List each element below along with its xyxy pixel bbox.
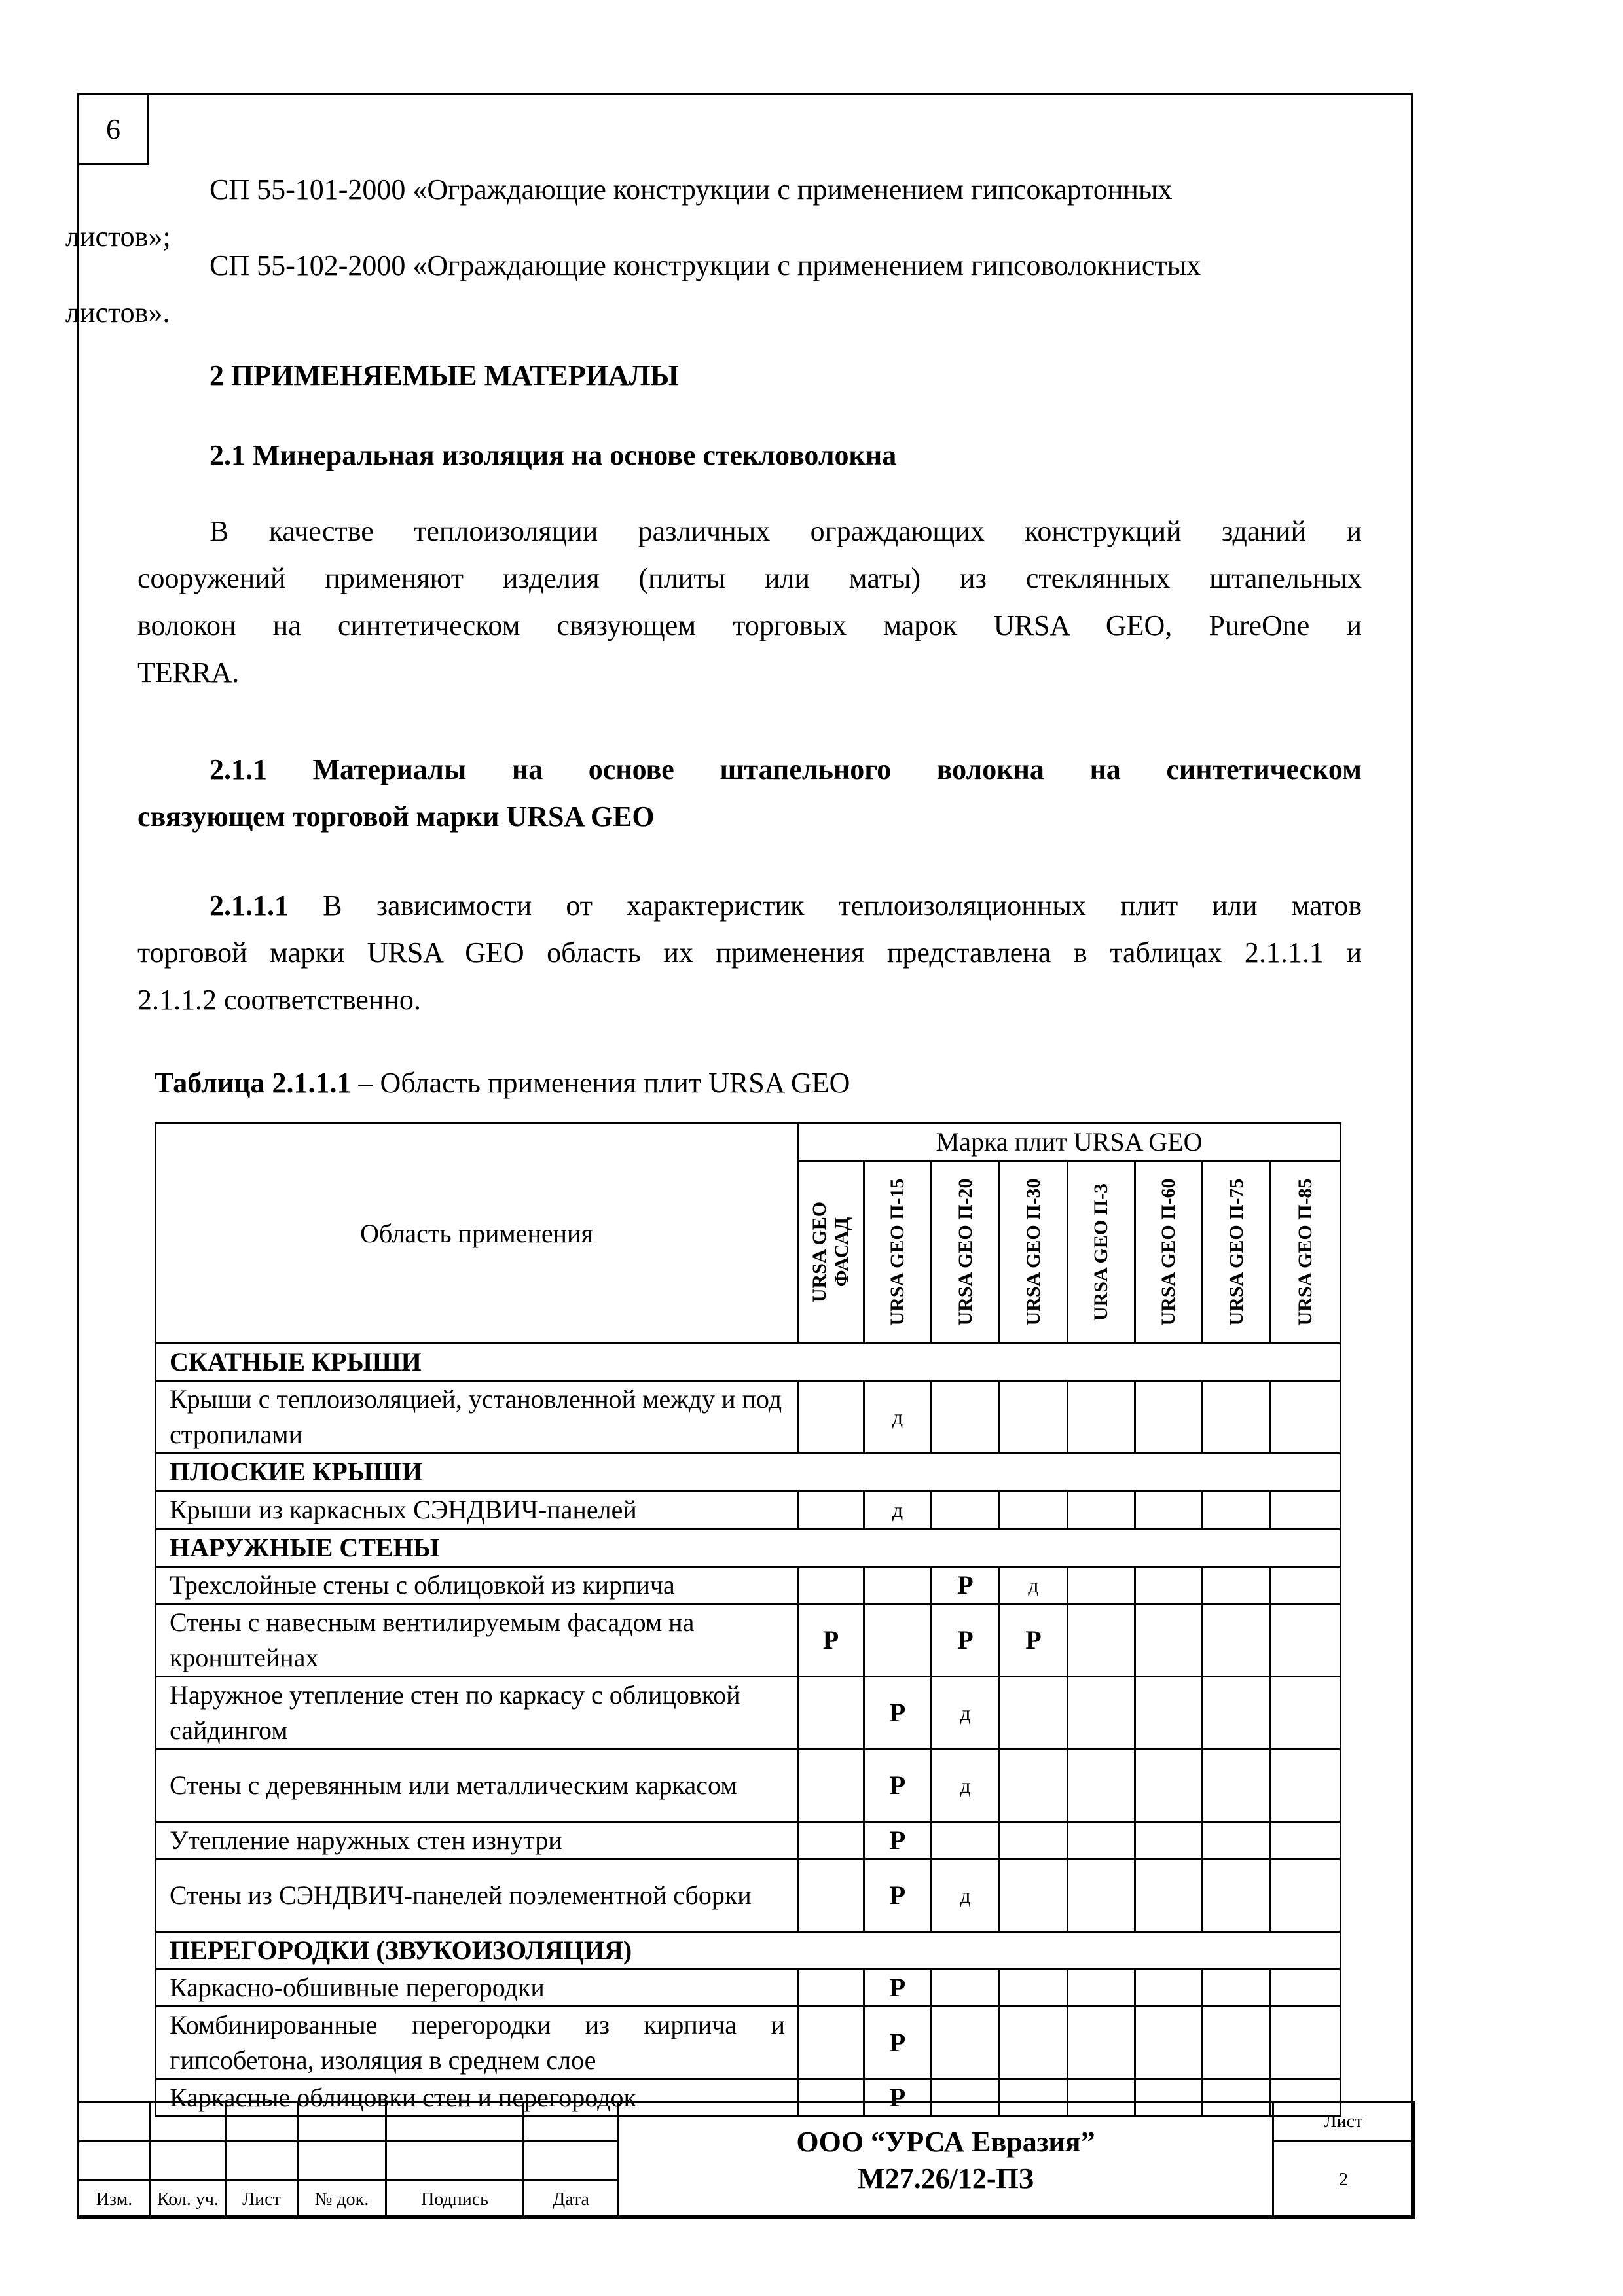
row-label: Крыши из каркасных СЭНДВИЧ-панелей (156, 1491, 798, 1530)
column-header: URSA GEO П-85 (1271, 1161, 1341, 1344)
sheet-label: Лист (1273, 2102, 1414, 2142)
cell (1135, 1969, 1203, 2007)
cell (1135, 1491, 1203, 1530)
stamp-cell (386, 2102, 524, 2142)
stamp-list: Лист (226, 2181, 298, 2219)
cell (1068, 1491, 1135, 1530)
stamp-doc: № док. (298, 2181, 386, 2219)
cell (798, 1491, 864, 1530)
paragraph-line: сооружений применяют изделия (плиты или маты) из стеклянных штапельных (137, 562, 1362, 594)
organization-block (619, 2102, 1273, 2219)
document-code: М27.26/12-ПЗ (858, 2162, 1034, 2195)
cell (1000, 1822, 1068, 1859)
cell (1203, 1381, 1271, 1454)
row-label: Каркасные облицовки стен и перегородок (156, 2079, 798, 2117)
cell (1000, 1677, 1068, 1749)
paragraph-sp-55-101: СП 55-101-2000 «Ограждающие конструкции с применением гипсокартонных листов»; (65, 173, 1173, 253)
cell (1203, 1567, 1271, 1604)
section-row: ПЛОСКИЕ КРЫШИ (156, 1454, 1341, 1491)
stamp-cell (226, 2142, 298, 2181)
cell (1135, 1859, 1203, 1932)
cell-mark: Р (864, 1859, 932, 1932)
cell (798, 1859, 864, 1932)
cell-mark: д (864, 1381, 932, 1454)
row-label: Трехслойные стены с облицовкой из кирпича (156, 1567, 798, 1604)
cell (1068, 1969, 1135, 2007)
cell-mark: Р (864, 1969, 932, 2007)
cell (1203, 1677, 1271, 1749)
cell (1135, 2007, 1203, 2079)
cell (1203, 1859, 1271, 1932)
cell (932, 1381, 1000, 1454)
cell (1068, 1859, 1135, 1932)
application-table (155, 1122, 1341, 2117)
cell (1203, 1491, 1271, 1530)
cell (1203, 1604, 1271, 1677)
stamp-cell (524, 2102, 619, 2142)
paragraph-line: В качестве теплоизоляции различных ограждающих конструкций зданий и (210, 515, 1362, 547)
stamp-sign: Подпись (386, 2181, 524, 2219)
table-row (156, 1677, 1341, 1749)
area-header: Область применения (156, 1124, 798, 1344)
paragraph-line: 2.1.1.1 В зависимости от характеристик теплоизоляционных плит или матов (210, 889, 1362, 922)
paragraph-line: TERRA. (137, 656, 240, 689)
cell (798, 1677, 864, 1749)
section-row: СКАТНЫЕ КРЫШИ (156, 1344, 1341, 1381)
cell (1000, 1491, 1068, 1530)
cell (798, 1381, 864, 1454)
cell-mark: д (932, 1749, 1000, 1822)
row-label: Комбинированные перегородки из кирпича и гипсобетона, изоляция в среднем слое (156, 2007, 798, 2079)
cell (1271, 1749, 1341, 1822)
cell (1135, 1749, 1203, 1822)
stamp-cell (298, 2142, 386, 2181)
table-row (156, 1381, 1341, 1454)
cell (1271, 1567, 1341, 1604)
table-row (156, 1604, 1341, 1677)
column-header: URSA GEO П-30 (1000, 1161, 1068, 1344)
cell (1068, 1381, 1135, 1454)
cell (932, 1969, 1000, 2007)
cell (1271, 1969, 1341, 2007)
stamp-cell (79, 2142, 151, 2181)
cell (1068, 1749, 1135, 1822)
cell (1000, 1749, 1068, 1822)
cell (1000, 1859, 1068, 1932)
cell-mark: Р (798, 1604, 864, 1677)
stamp-date: Дата (524, 2181, 619, 2219)
cell-mark: д (932, 1859, 1000, 1932)
cell (932, 1491, 1000, 1530)
section-heading-2-1: 2.1 Минеральная изоляция на основе стекловолокна (210, 439, 897, 471)
column-header: URSA GEO П-60 (1135, 1161, 1203, 1344)
heading-line: 2.1.1 Материалы на основе штапельного волокна на синтетическом (210, 753, 1362, 785)
table-row (156, 1822, 1341, 1859)
column-header: URSA GEO П-20 (932, 1161, 1000, 1344)
cell (1068, 2007, 1135, 2079)
cell (1203, 1822, 1271, 1859)
row-label: Каркасно-обшивные перегородки (156, 1969, 798, 2007)
stamp-cell (386, 2142, 524, 2181)
row-label: Наружное утепление стен по каркасу с облицовкой сайдингом (156, 1677, 798, 1749)
cell (1068, 1604, 1135, 1677)
cell-mark: Р (864, 2079, 932, 2117)
cell-mark: д (864, 1491, 932, 1530)
table-row (156, 1859, 1341, 1932)
table-row (156, 1491, 1341, 1530)
cell (1271, 1859, 1341, 1932)
paragraph-2-1-1-1 (137, 882, 1362, 1024)
cell (1271, 1491, 1341, 1530)
table-row (156, 2007, 1341, 2079)
paragraph-line: торговой марки URSA GEO область их применения представлена в таблицах 2.1.1.1 и (137, 937, 1362, 969)
cell (1068, 1677, 1135, 1749)
cell (798, 1567, 864, 1604)
cell (1271, 1822, 1341, 1859)
stamp-cell (298, 2102, 386, 2142)
section-row: ПЕРЕГОРОДКИ (ЗВУКОИЗОЛЯЦИЯ) (156, 1932, 1341, 1969)
table-caption: Таблица 2.1.1.1 – Область применения плит URSA GEO (155, 1067, 850, 1099)
column-header: URSA GEO П-3 (1068, 1161, 1135, 1344)
cell (798, 1822, 864, 1859)
cell (1203, 2007, 1271, 2079)
cell (1000, 1969, 1068, 2007)
cell-mark: Р (864, 1822, 932, 1859)
row-label: Утепление наружных стен изнутри (156, 1822, 798, 1859)
stamp-cell (79, 2102, 151, 2142)
section-heading-2: 2 ПРИМЕНЯЕМЫЕ МАТЕРИАЛЫ (210, 359, 679, 391)
stamp-cell (226, 2102, 298, 2142)
row-label: Стены с навесным вентилируемым фасадом на кронштейнах (156, 1604, 798, 1677)
table-row (156, 1969, 1341, 2007)
cell-mark: Р (864, 2007, 932, 2079)
cell (1203, 1969, 1271, 2007)
section-heading-2-1-1 (137, 746, 1362, 840)
cell-mark: Р (932, 1604, 1000, 1677)
row-label: Стены с деревянным или металлическим каркасом (156, 1749, 798, 1822)
cell (932, 1822, 1000, 1859)
stamp-cell (151, 2142, 226, 2181)
title-block (77, 2101, 1415, 2219)
cell (1271, 2007, 1341, 2079)
cell (1135, 1822, 1203, 1859)
section-row: НАРУЖНЫЕ СТЕНЫ (156, 1530, 1341, 1567)
cell (1135, 1381, 1203, 1454)
cell-mark: Р (932, 1567, 1000, 1604)
cell (798, 2007, 864, 2079)
organization-name: ООО “УРСА Евразия” (796, 2125, 1095, 2158)
cell (1000, 1381, 1068, 1454)
cell (1068, 1822, 1135, 1859)
cell (1271, 1604, 1341, 1677)
cell (798, 1969, 864, 2007)
cell (864, 1604, 932, 1677)
cell-mark: д (932, 1677, 1000, 1749)
cell (932, 2007, 1000, 2079)
column-header: URSA GEO ФАСАД (798, 1161, 864, 1344)
cell-mark: Р (1000, 1604, 1068, 1677)
cell (1135, 1604, 1203, 1677)
cell (1135, 1567, 1203, 1604)
heading-line: связующем торговой марки URSA GEO (137, 800, 655, 833)
stamp-cell (524, 2142, 619, 2181)
paragraph-line: 2.1.1.2 соответственно. (137, 984, 421, 1016)
brand-header: Марка плит URSA GEO (798, 1124, 1341, 1161)
cell (1068, 1567, 1135, 1604)
clause-number: 2.1.1.1 (210, 889, 289, 922)
stamp-cell (151, 2102, 226, 2142)
row-label: Стены из СЭНДВИЧ-панелей поэлементной сборки (156, 1859, 798, 1932)
cell (1000, 2007, 1068, 2079)
sheet-number-box: 6 (77, 93, 149, 165)
stamp-izm: Изм. (79, 2181, 151, 2219)
cell (864, 1567, 932, 1604)
sheet-value: 2 (1273, 2142, 1414, 2219)
cell (1203, 1749, 1271, 1822)
cell (798, 1749, 864, 1822)
paragraph-line: волокон на синтетическом связующем торговых марок URSA GEO, PureOne и (137, 609, 1362, 641)
stamp-kol: Кол. уч. (151, 2181, 226, 2219)
paragraph-insulation (137, 508, 1362, 696)
cell (1135, 1677, 1203, 1749)
cell (1271, 1381, 1341, 1454)
cell-mark: Р (864, 1677, 932, 1749)
column-header: URSA GEO П-15 (864, 1161, 932, 1344)
table-row (156, 1749, 1341, 1822)
table-row (156, 1567, 1341, 1604)
cell (1271, 1677, 1341, 1749)
cell-mark: Р (864, 1749, 932, 1822)
row-label: Крыши с теплоизоляцией, установленной между и под стропилами (156, 1381, 798, 1454)
paragraph-sp-55-102: СП 55-102-2000 «Ограждающие конструкции с применением гипсоволокнистых листов». (65, 249, 1201, 329)
cell-mark: д (1000, 1567, 1068, 1604)
column-header: URSA GEO П-75 (1203, 1161, 1271, 1344)
